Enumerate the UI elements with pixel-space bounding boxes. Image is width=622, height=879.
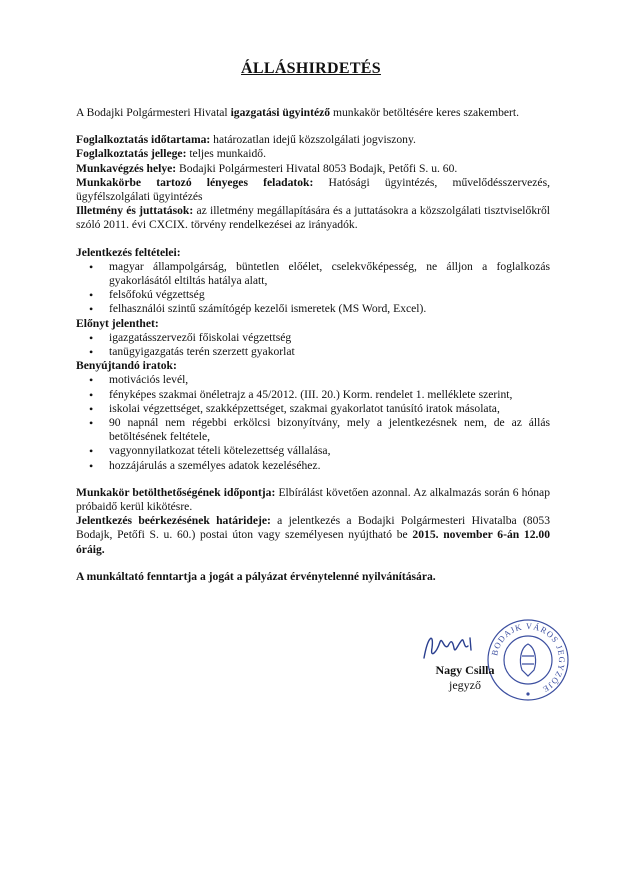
start-date-label: Munkakör betölthetőségének időpontja: [76, 485, 276, 499]
signer-name: Nagy Csilla [435, 663, 495, 677]
field-value: Bodajki Polgármesteri Hivatal 8053 Bodajk, Petőfi S. u. 60. [176, 161, 458, 175]
field-value: Hatósági ügyintézés, művelődésszervezés, ügyfélszolgálati ügyintézés [76, 175, 550, 204]
field-label: Foglalkoztatás időtartama: [76, 133, 211, 147]
stamp-lettering: BODAJK VÁROS JEGYZŐJE [489, 620, 568, 695]
closing-statement: A munkáltató fenntartja a jogát a pályázat érvénytelenné nyilvánítására. [76, 569, 436, 583]
requirements-list [76, 260, 550, 317]
list-item: • magyar állampolgárság, büntetlen előélet, cselekvőképesség, ne álljon a foglalkozás gyakorlásától eltiltás hatálya alatt, [76, 260, 550, 288]
list-item: • tanügyigazgatás terén szerzett gyakorlat [76, 345, 550, 359]
job-details [76, 133, 550, 232]
advantages-heading: Előnyt jelenthet: [76, 316, 159, 330]
field-duration [76, 133, 550, 147]
advantages-list [76, 331, 550, 359]
intro-text-before: A Bodajki Polgármesteri Hivatal [76, 106, 231, 119]
intro-paragraph [76, 106, 550, 120]
deadline-value: a jelentkezés a Bodajki Polgármesteri Hivatalba (8053 Bodajk, Petőfi S. u. 60.) postai úton vagy személyesen nyújtható be [76, 514, 550, 542]
list-item: • felsőfokú végzettség [76, 288, 550, 302]
field-label: Foglalkoztatás jellege: [76, 147, 187, 161]
page-title: ÁLLÁSHIRDETÉS [241, 60, 381, 77]
signer-block [420, 663, 510, 693]
start-date-value: Elbírálást követően azonnal. Az alkalmazás során 6 hónap próbaidő kerül kikötésre. [76, 485, 550, 514]
advantages-section [76, 317, 550, 360]
deadline-paragraph [76, 514, 550, 557]
deadline-label: Jelentkezés beérkezésének határideje: [76, 514, 271, 528]
field-tasks [76, 176, 550, 204]
intro-text-after: munkakör betöltésére keres szakembert. [330, 106, 520, 119]
handwritten-signature [418, 628, 478, 664]
field-label: Illetmény és juttatások: [76, 204, 194, 218]
field-label: Munkavégzés helye: [76, 161, 177, 175]
list-item: • motivációs levél, [76, 373, 550, 387]
list-item: • vagyonnyilatkozat tételi kötelezettség vállalása, [76, 444, 550, 458]
documents-list [76, 373, 550, 472]
field-salary [76, 204, 550, 232]
list-item: • igazgatásszervezői főiskolai végzettség [76, 331, 550, 345]
signer-role: jegyző [449, 678, 481, 692]
list-item: • felhasználói szintű számítógép kezelői ismeretek (MS Word, Excel). [76, 302, 550, 316]
field-value: határozatlan idejű közszolgálati jogviszony. [210, 133, 416, 147]
field-value: teljes munkaidő. [186, 147, 266, 161]
requirements-heading: Jelentkezés feltételei: [76, 245, 181, 259]
field-label: Munkakörbe tartozó lényeges feladatok: [76, 175, 314, 189]
list-item: • iskolai végzettséget, szakképzettséget, szakmai gyakorlatot tanúsító iratok másolata, [76, 402, 550, 416]
documents-heading: Benyújtandó iratok: [76, 359, 177, 373]
start-date-paragraph [76, 486, 550, 514]
document-body [76, 106, 550, 584]
list-item: • 90 napnál nem régebbi erkölcsi bizonyítvány, mely a jelentkezésnek nem, de az állás betöltésének feltétele, [76, 416, 550, 444]
field-type [76, 147, 550, 161]
deadline-date: 2015. november 6-án 12.00 óráig. [76, 528, 550, 556]
field-location [76, 162, 550, 176]
intro-position: igazgatási ügyintéző [230, 106, 331, 119]
field-value: az illetmény megállapítására és a juttatásokra a közszolgálati tisztviselőkről szóló 2011. évi CXCIX. törvény rendelkezései az irányadók. [76, 204, 550, 232]
list-item: • fényképes szakmai önéletrajz a 45/2012. (III. 20.) Korm. rendelet 1. melléklete szerint, [76, 388, 550, 402]
documents-section [76, 359, 550, 473]
list-item: • hozzájárulás a személyes adatok kezeléséhez. [76, 459, 550, 473]
requirements-section [76, 246, 550, 317]
